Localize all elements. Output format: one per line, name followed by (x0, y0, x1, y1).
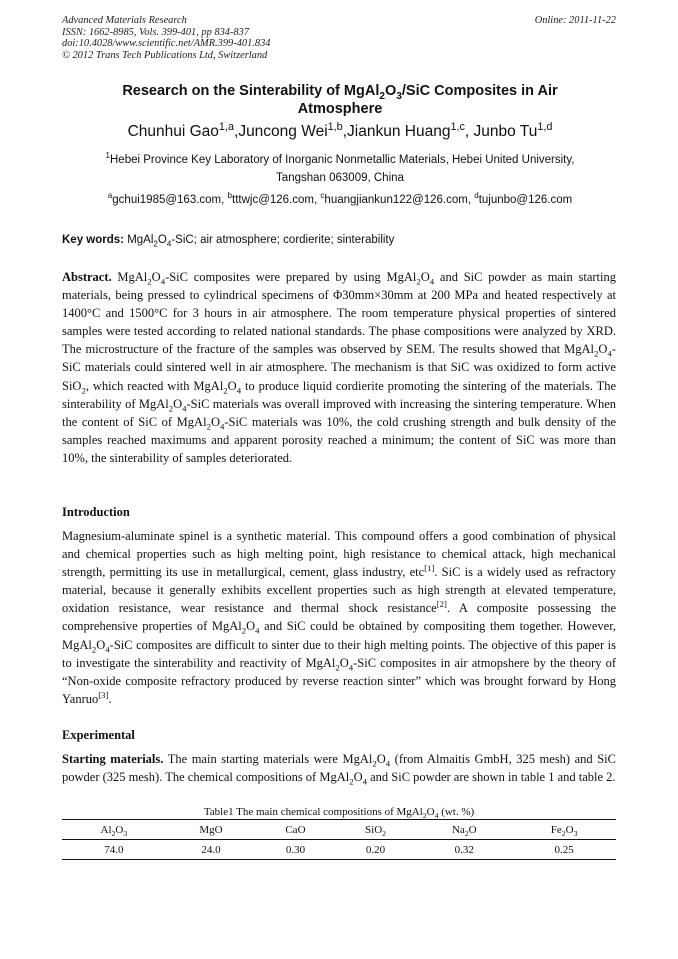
author-list (60, 122, 620, 142)
table-header-cell: MgO (199, 823, 223, 836)
keywords: Key words: $MgAl_2O_4$-SiC; air atmosphere; cordierite; sinterability (62, 234, 395, 249)
citation-ref[interactable]: [1] (424, 563, 435, 574)
introduction-heading: Introduction (62, 505, 130, 519)
table-row (62, 840, 616, 860)
author-emails: $^a$gchui1985@163.com, $^b$tttwjc@126.com, $^c$huangjiankun122@126.com, $^d$tujunbo@126.com (107, 191, 573, 206)
starting-materials-paragraph: Starting materials. The main starting materials were $MgAl_2O_4$ (from Almaitis GmbH, 325 mesh) and SiC powder (325 mesh). The chemical compositions of $MgAl_2O_4$ and SiC powder are shown in table 1 and table 2. (62, 752, 616, 787)
author: Chunhui Gao$^{1,a}$, (127, 120, 239, 140)
journal-name: Advanced Materials Research (62, 15, 187, 26)
table-header-cell: $Na_2O$ (451, 823, 477, 838)
table-cell: 74.0 (104, 843, 124, 856)
citation-ref[interactable]: [2] (436, 599, 447, 610)
table-header-row (62, 820, 616, 840)
table-cell: 0.30 (285, 843, 306, 856)
table-cell: 0.25 (554, 843, 574, 856)
author: Junbo Tu$^{1,d}$ (473, 120, 553, 140)
keywords-label: Key words: (62, 234, 124, 246)
email-link[interactable]: $^a$gchui1985@163.com (107, 191, 222, 206)
introduction-paragraph: Magnesium-aluminate spinel is a synthetic material. This compound offers a good combination of physical and chemical properties such as high melting point, high resistance to chemical attack, high mechanical strength, permitting its use in metallurgical, cement, glass industry, etc[1]. SiC is a widely used as refractory material, because it generally exhibits excellent properties such as high strength at elevated temperature, oxidation resistance, wear resistance and thermal shock resistance[2]. A composite possessing the comprehensive properties of $MgAl_2O_4$ and SiC could be obtained by compositing them together. However, $MgAl_2O_4$-SiC composites are difficult to sinter due to their high melting points. The objective of this paper is to investigate the sinterability and reactivity of $MgAl_2O_4$-SiC composites in air atmopshere by the theory of “Non-oxide composite refractory produced by reverse reaction sinter” which was brought forward by Hong Yanruo[3]. (62, 529, 617, 706)
affiliation: $^1$Hebei Province Key Laboratory of Inorganic Nonmetallic Materials, Hebei United University, Tangshan 063009, China (105, 151, 575, 184)
experimental-heading: Experimental (62, 728, 135, 742)
abstract-paragraph: Abstract. $MgAl_2O_4$-SiC composites were prepared by using $MgAl_2O_4$ and SiC powder as main starting materials, being pressed to cylindrical specimens of Φ30mm×30mm at 200 MPa and heated respectively at 1400°C and 1500°C for 3 hours in air atmosphere. The room temperature physical properties of sintered samples were tested according to related national standards. The phase compositions were analyzed by XRD. The microstructure of the fracture of the samples was observed by SEM. The results showed that $MgAl_2O_4$-SiC materials could sintered well in air atmosphere. The mechanism is that SiC was oxidized to form active SiO$_2$, which reacted with $MgAl_2O_4$ to produce liquid cordierite promoting the sintering of the materials. The sinterability of $MgAl_2O_4$-SiC materials was overall improved with increasing the sintering temperature. When the content of SiC of $MgAl_2O_4$-SiC materials was 10%, the cold crushing strength and bulk density of the samples reached maximums and apparent porosity reached a minimum; the content of SiC was more than 10%, the sinterability of samples deteriorated. (62, 270, 617, 465)
table-header-cell: $Al_2O_3$ (100, 823, 128, 838)
table-header-cell: SiO$_2$ (365, 823, 386, 838)
table1-caption: Table1 The main chemical compositions of $MgAl_2O_4$ (wt. %) (203, 806, 475, 821)
table-header-cell: CaO (285, 823, 306, 836)
copyright-line: © 2012 Trans Tech Publications Ltd, Switzerland (62, 49, 268, 61)
email-link[interactable]: $^b$tttwjc@126.com (227, 191, 314, 206)
table-cell: 24.0 (201, 843, 221, 856)
online-date: Online: 2011-11-22 (534, 15, 616, 26)
table-cell: 0.32 (454, 843, 474, 856)
abstract-label: Abstract. (62, 270, 112, 284)
author: Juncong Wei$^{1,b}$, (238, 120, 348, 140)
email-link[interactable]: $^c$huangjiankun122@126.com (320, 191, 468, 206)
issn-line: ISSN: 1662-8985, Vols. 399-401, pp 834-837 (62, 26, 250, 38)
doi-line: doi:10.4028/www.scientific.net/AMR.399-401.834 (62, 38, 271, 49)
email-link[interactable]: $^d$tujunbo@126.com (474, 191, 573, 206)
author: Jiankun Huang$^{1,c}$, (347, 120, 474, 140)
paper-title: Research on the Sinterability of $MgAl_2O_3$/SiC Composites in Air Atmosphere (122, 83, 558, 117)
table1 (62, 819, 616, 860)
starting-materials-label: Starting materials. (62, 752, 164, 766)
citation-ref[interactable]: [3] (98, 689, 109, 700)
table-header-cell: $Fe_2O_3$ (550, 823, 578, 838)
journal-header (62, 15, 616, 61)
table-cell: 0.20 (365, 843, 386, 856)
